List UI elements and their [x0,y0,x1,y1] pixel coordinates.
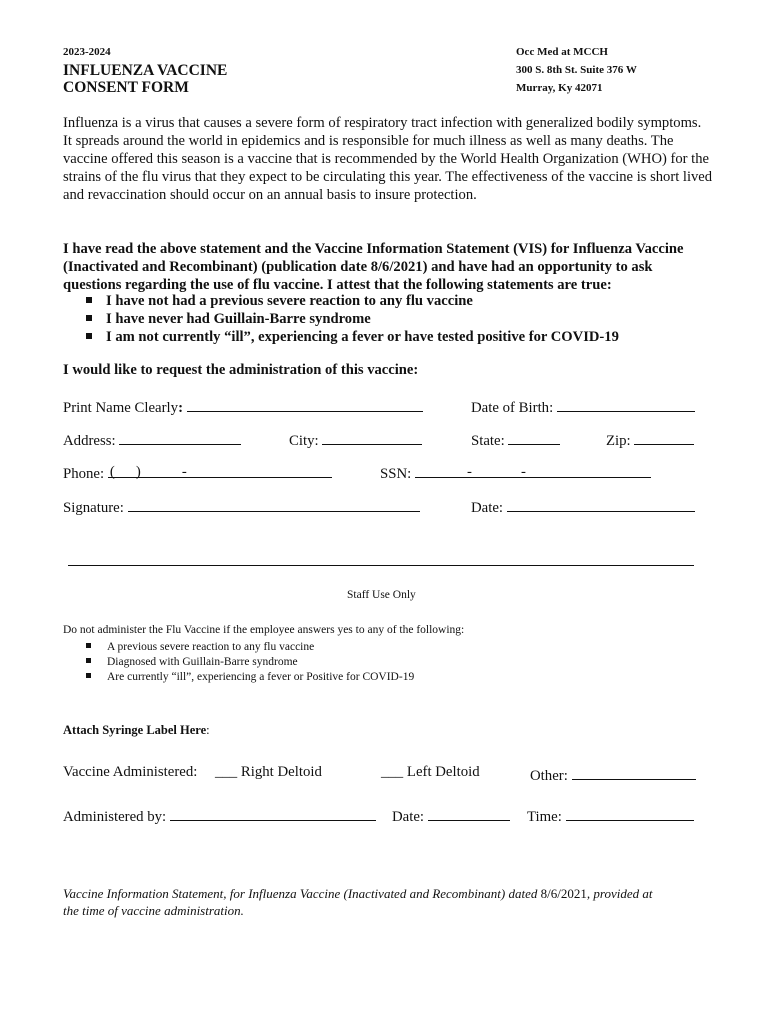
dob-label: Date of Birth: [471,400,554,416]
date-label: Date: [471,500,504,516]
form-year: 2023-2024 [63,46,111,58]
ssn-input[interactable]: - - [415,466,651,482]
staff-item: Are currently “ill”, experiencing a fever or Positive for COVID-19 [86,671,414,683]
signature-field [63,496,420,517]
city-input[interactable] [322,429,422,445]
other-label: Other: [530,768,568,784]
time-input[interactable] [566,805,694,821]
attest-item: I have not had a previous severe reaction to any flu vaccine [86,293,473,310]
staff-item: A previous severe reaction to any flu vaccine [86,641,314,653]
print-name-field: Print Name Clearly: [63,396,423,417]
intro-paragraph: Influenza is a virus that causes a severe form of respiratory tract infection with generalized bodily symptoms. It spreads around the world in epidemics and is responsible for much illness as well as many deaths. The vaccine offered this season is a vaccine that is recommended by the World Health Organization (WHO) for the strains of the flu virus that they expect to be circulating this year. The effectiveness of the vaccine is short lived and revaccination should occur on an annual basis to insure protection. [63,115,713,203]
date-field [471,496,695,517]
city-field [289,429,422,450]
dob-input[interactable] [557,396,695,412]
left-deltoid-label: Left Deltoid [406,764,480,780]
request-statement: I would like to request the administration of this vaccine: [63,362,419,378]
footer-line1: Vaccine Information Statement, for Influenza Vaccine (Inactivated and Recombinant) dated 8/6/2021, provided at [63,886,653,901]
right-deltoid-label: Right Deltoid [240,764,322,780]
staff-use-title: Staff Use Only [347,589,416,601]
state-field [471,429,560,450]
bullet-icon [86,658,91,663]
address-field [63,429,241,450]
administered-by-field [63,805,376,826]
bullet-icon [86,297,92,303]
print-name-input[interactable] [187,396,423,412]
attestation-statement: I have read the above statement and the Vaccine Information Statement (VIS) for Influenza Vaccine (Inactivated and Recombinant) (publication date 8/6/2021) and have had an opportunity to ask questions regarding the use of flu vaccine. I attest that the following statements are true: [63,241,684,293]
ssn-label: SSN: [380,466,412,482]
footer-line2: the time of vaccine administration. [63,903,244,918]
zip-label: Zip: [606,433,631,449]
vaccine-administered-label: Vaccine Administered: [63,764,198,780]
left-deltoid-option[interactable] [381,764,480,781]
print-name-label: Print Name Clearly [63,400,179,416]
state-label: State: [471,433,505,449]
bullet-icon [86,673,91,678]
org-city: Murray, Ky 42071 [516,82,603,94]
org-street: 300 S. 8th St. Suite 376 W [516,64,637,76]
bullet-icon [86,643,91,648]
dob-field [471,396,695,417]
right-deltoid-option[interactable] [215,764,322,781]
org-name: Occ Med at MCCH [516,46,608,58]
city-label: City: [289,433,319,449]
phone-field [63,462,332,483]
time-field [527,805,694,826]
phone-input[interactable]: ( ) - [108,466,332,482]
zip-input[interactable] [634,429,694,445]
bullet-icon [86,333,92,339]
attest-item: I have never had Guillain-Barre syndrome [86,311,371,328]
right-deltoid-blank[interactable]: ___ [215,764,238,780]
date-input[interactable] [507,496,695,512]
state-input[interactable] [508,429,560,445]
administered-by-input[interactable] [170,805,376,821]
other-field [530,764,696,785]
staff-item: Diagnosed with Guillain-Barre syndrome [86,656,298,668]
attach-syringe-label: Attach Syringe Label Here: [63,723,210,737]
address-label: Address: [63,433,116,449]
attest-item: I am not currently “ill”, experiencing a fever or have tested positive for COVID-19 [86,329,619,346]
administered-by-label: Administered by: [63,809,167,825]
form-title-line2: CONSENT FORM [63,79,189,96]
staff-instruction: Do not administer the Flu Vaccine if the employee answers yes to any of the following: [63,624,465,636]
address-input[interactable] [119,429,241,445]
signature-label: Signature: [63,500,124,516]
form-title-line1: INFLUENZA VACCINE [63,62,228,79]
bullet-icon [86,315,92,321]
left-deltoid-blank[interactable]: ___ [381,764,404,780]
ssn-field [380,462,651,483]
admin-date-label: Date: [392,809,425,825]
time-label: Time: [527,809,562,825]
phone-label: Phone: [63,466,105,482]
admin-date-field [392,805,510,826]
zip-field [606,429,694,450]
admin-date-input[interactable] [428,805,510,821]
section-divider [68,565,694,566]
signature-input[interactable] [128,496,420,512]
other-input[interactable] [572,764,696,780]
